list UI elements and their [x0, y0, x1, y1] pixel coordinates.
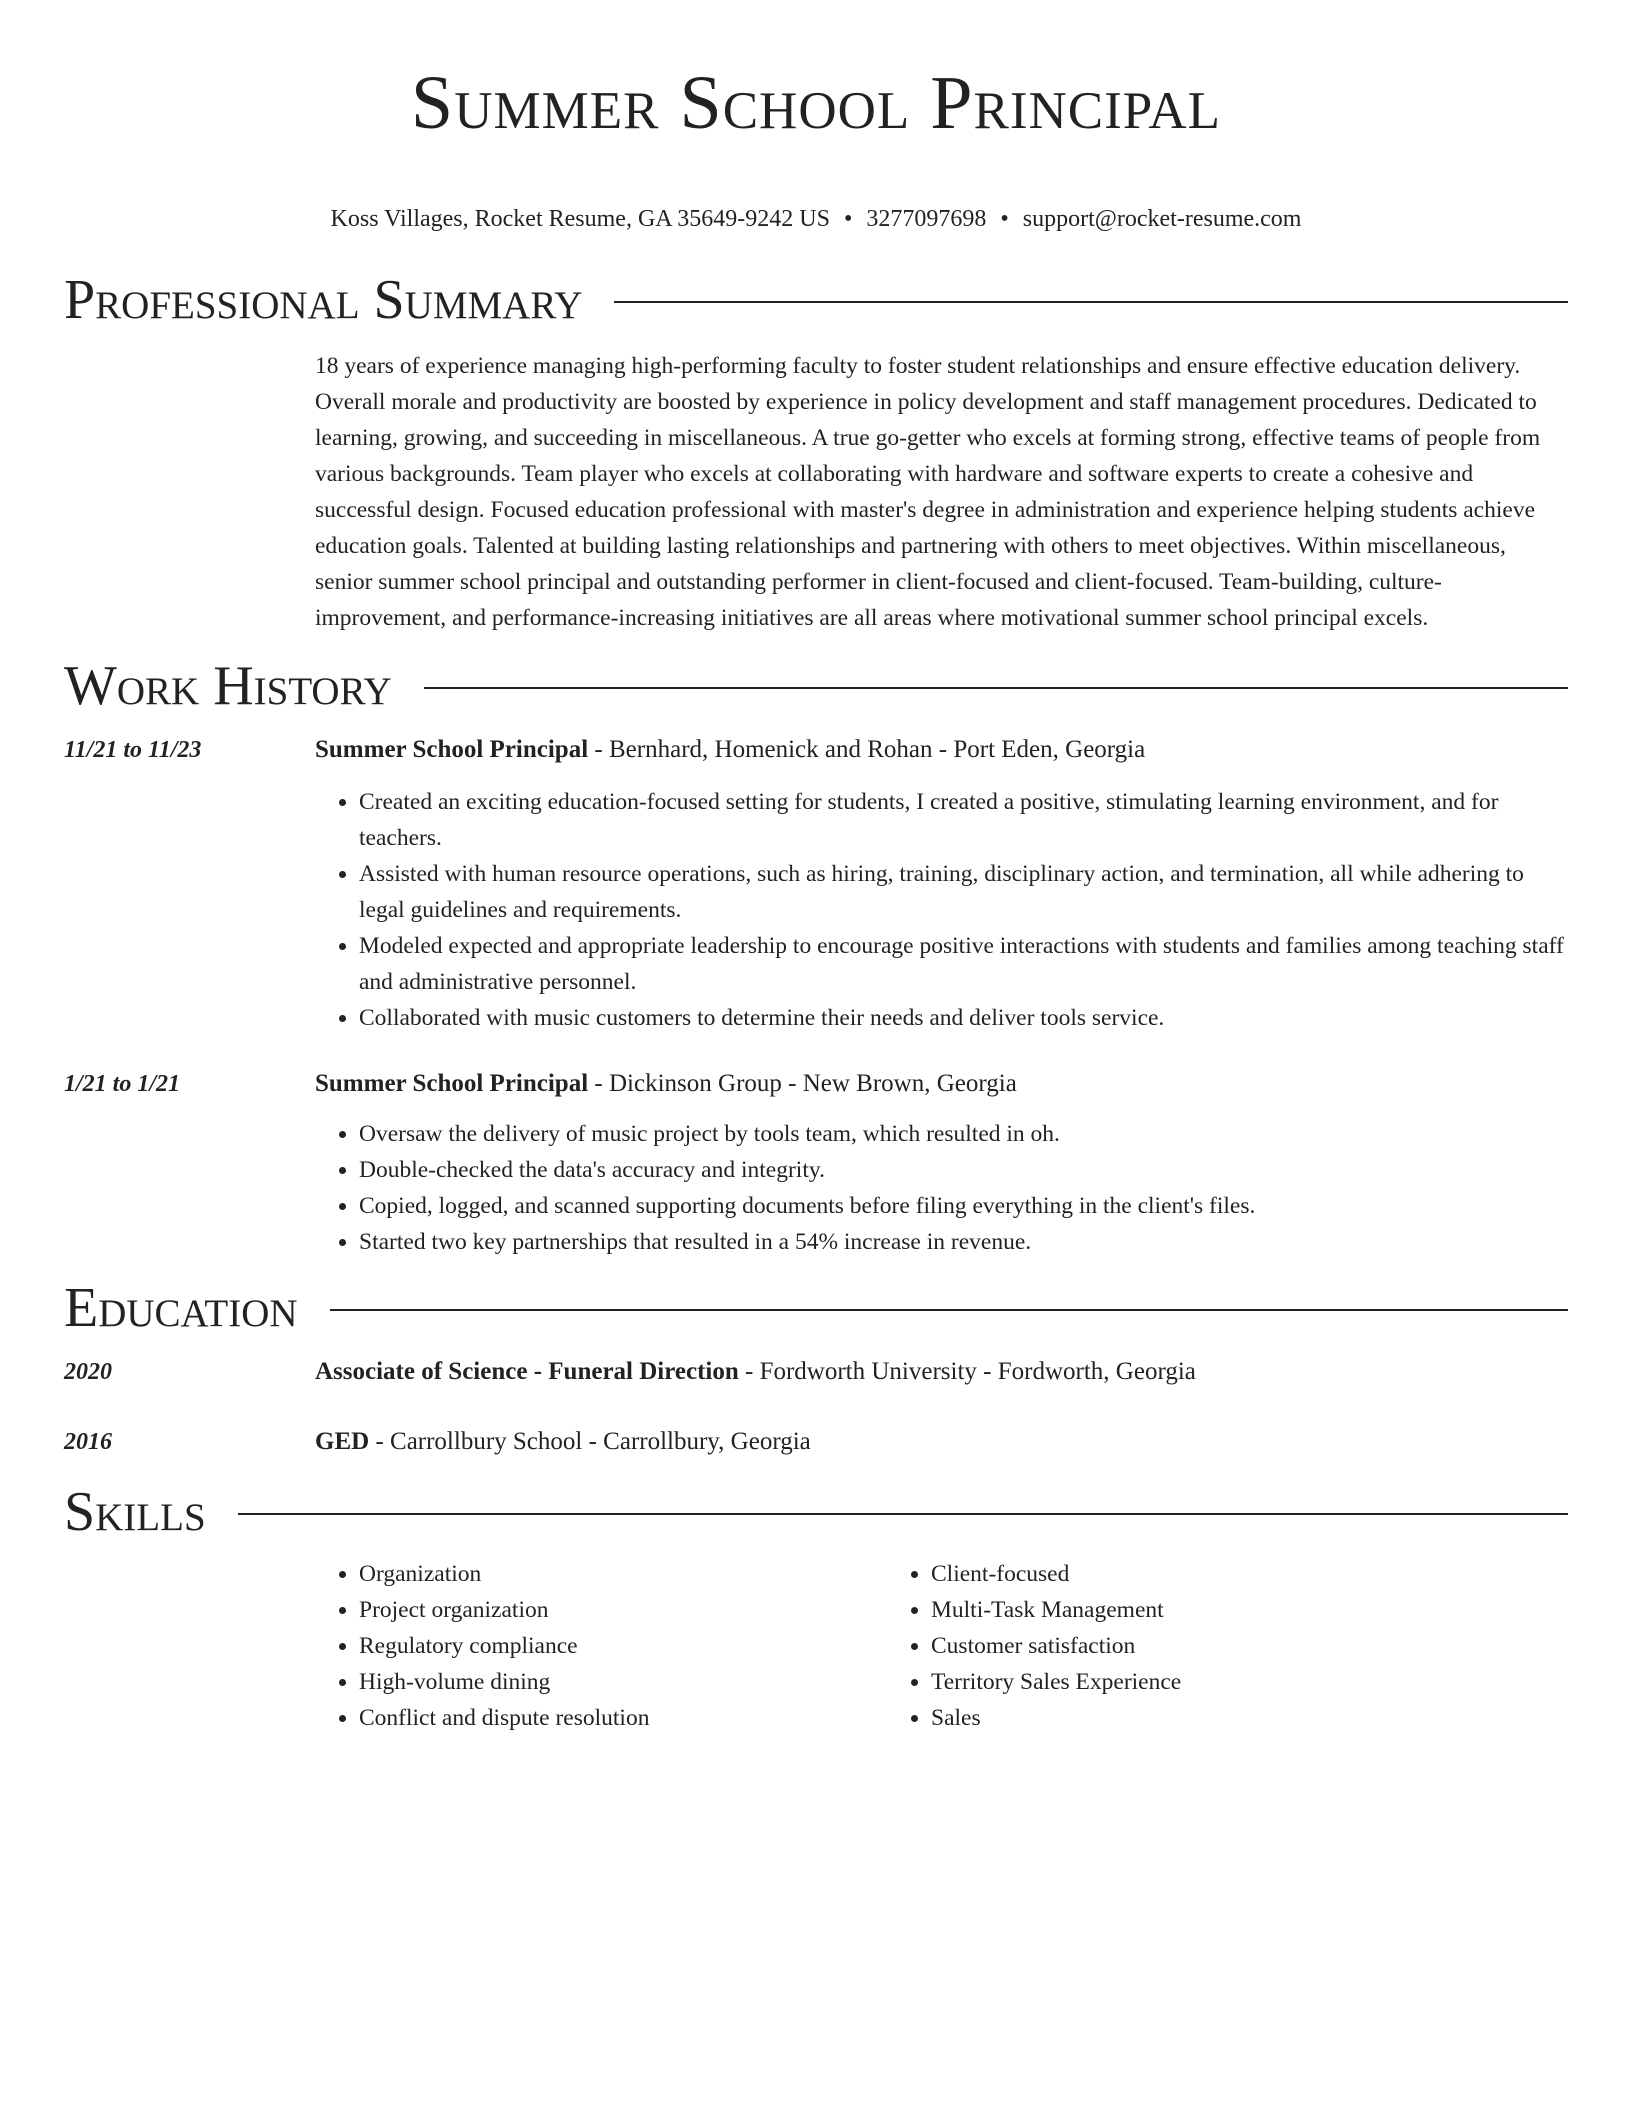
skill-item: • Client-focused [931, 1556, 1487, 1592]
list-item: • Double-checked the data's accuracy and integrity. [359, 1152, 1568, 1188]
skill-item: • High-volume dining [359, 1664, 887, 1700]
section-heading-work: Work History [64, 655, 392, 717]
summary-heading-row [64, 268, 1568, 332]
section-rule [614, 301, 1568, 303]
job-entry [64, 1066, 1568, 1260]
education-year: 2020 [64, 1359, 112, 1385]
separator-dot: • [843, 206, 853, 232]
skill-item: • Project organization [359, 1592, 887, 1628]
section-rule [330, 1309, 1568, 1311]
list-item: • Oversaw the delivery of music project by tools team, which resulted in oh. [359, 1116, 1568, 1152]
education-title-line [315, 1354, 1568, 1390]
job-bullets [315, 1116, 1568, 1260]
list-item: • Copied, logged, and scanned supporting documents before filing everything in the client's files. [359, 1188, 1568, 1224]
address: Koss Villages, Rocket Resume, GA 35649-9242 US [330, 206, 830, 232]
skills-columns [315, 1556, 1568, 1736]
list-item: • Modeled expected and appropriate leadership to encourage positive interactions with students and families among teaching staff and administrative personnel. [359, 928, 1568, 1000]
job-body [315, 1066, 1568, 1260]
contact-line [64, 204, 1568, 234]
education-title-line [315, 1424, 1568, 1460]
job-dates: 11/21 to 11/23 [64, 737, 202, 763]
degree: Associate of Science - Funeral Direction [315, 1358, 739, 1385]
job-title: Summer School Principal [315, 1070, 589, 1097]
section-rule [238, 1513, 1568, 1515]
skill-item: • Territory Sales Experience [931, 1664, 1487, 1700]
list-item: • Started two key partnerships that resulted in a 54% increase in revenue. [359, 1224, 1568, 1260]
list-item: • Assisted with human resource operations, such as hiring, training, disciplinary action, and termination, all while adhering to legal guidelines and requirements. [359, 856, 1568, 928]
candidate-name: Summer School Principal [410, 61, 1222, 145]
skills-list-right [887, 1556, 1487, 1736]
degree: GED [315, 1428, 370, 1455]
education-body [315, 1354, 1568, 1390]
section-rule [424, 687, 1568, 689]
phone: 3277097698 [866, 206, 987, 232]
skill-item: • Conflict and dispute resolution [359, 1700, 887, 1736]
job-title: Summer School Principal [315, 736, 589, 763]
job-bullets [315, 784, 1568, 1036]
job-details: - Bernhard, Homenick and Rohan - Port Eden, Georgia [588, 736, 1146, 763]
skill-item: • Sales [931, 1700, 1487, 1736]
email-link[interactable]: support@rocket-resume.com [1022, 206, 1302, 232]
job-dates: 1/21 to 1/21 [64, 1071, 181, 1097]
work-heading-row [64, 654, 1568, 718]
list-item: • Collaborated with music customers to determine their needs and deliver tools service. [359, 1000, 1568, 1036]
section-heading-skills: Skills [64, 1481, 206, 1543]
skill-item: • Organization [359, 1556, 887, 1592]
section-heading-education: Education [64, 1277, 298, 1339]
skill-item: • Regulatory compliance [359, 1628, 887, 1664]
job-title-line [315, 1066, 1568, 1102]
skill-item: • Customer satisfaction [931, 1628, 1487, 1664]
resume-page [64, 0, 1568, 1736]
job-entry [64, 732, 1568, 1036]
education-body [315, 1424, 1568, 1460]
list-item: • Created an exciting education-focused setting for students, I created a positive, stimulating learning environment, and for teachers. [359, 784, 1568, 856]
school-details: - Carrollbury School - Carrollbury, Georgia [369, 1428, 811, 1455]
education-heading-row [64, 1276, 1568, 1340]
education-year: 2016 [64, 1429, 112, 1455]
education-entry [64, 1424, 1568, 1460]
skill-item: • Multi-Task Management [931, 1592, 1487, 1628]
section-heading-summary: Professional Summary [64, 269, 583, 331]
summary-text: 18 years of experience managing high-performing faculty to foster student relationships and ensure effective education delivery. Overall morale and productivity are boosted by experience in policy development and staff management procedures. Dedicated to learning, growing, and succeeding in miscellaneous. A true go-getter who excels at forming strong, effective teams of people from various backgrounds. Team player who excels at collaborating with hardware and software experts to create a cohesive and successful design. Focused education professional with master's degree in administration and experience helping students achieve education goals. Talented at building lasting relationships and partnering with others to meet objectives. Within miscellaneous, senior summer school principal and outstanding performer in client-focused and client-focused. Team-building, culture-improvement, and performance-increasing initiatives are all areas where motivational summer school principal excels. [315, 353, 1541, 631]
job-details: - Dickinson Group - New Brown, Georgia [588, 1070, 1017, 1097]
job-body [315, 732, 1568, 1036]
school-details: - Fordworth University - Fordworth, Georgia [738, 1358, 1196, 1385]
job-title-line [315, 732, 1568, 768]
separator-dot: • [1000, 206, 1009, 232]
skills-list-left [315, 1556, 887, 1736]
skills-heading-row [64, 1480, 1568, 1544]
education-entry [64, 1354, 1568, 1390]
